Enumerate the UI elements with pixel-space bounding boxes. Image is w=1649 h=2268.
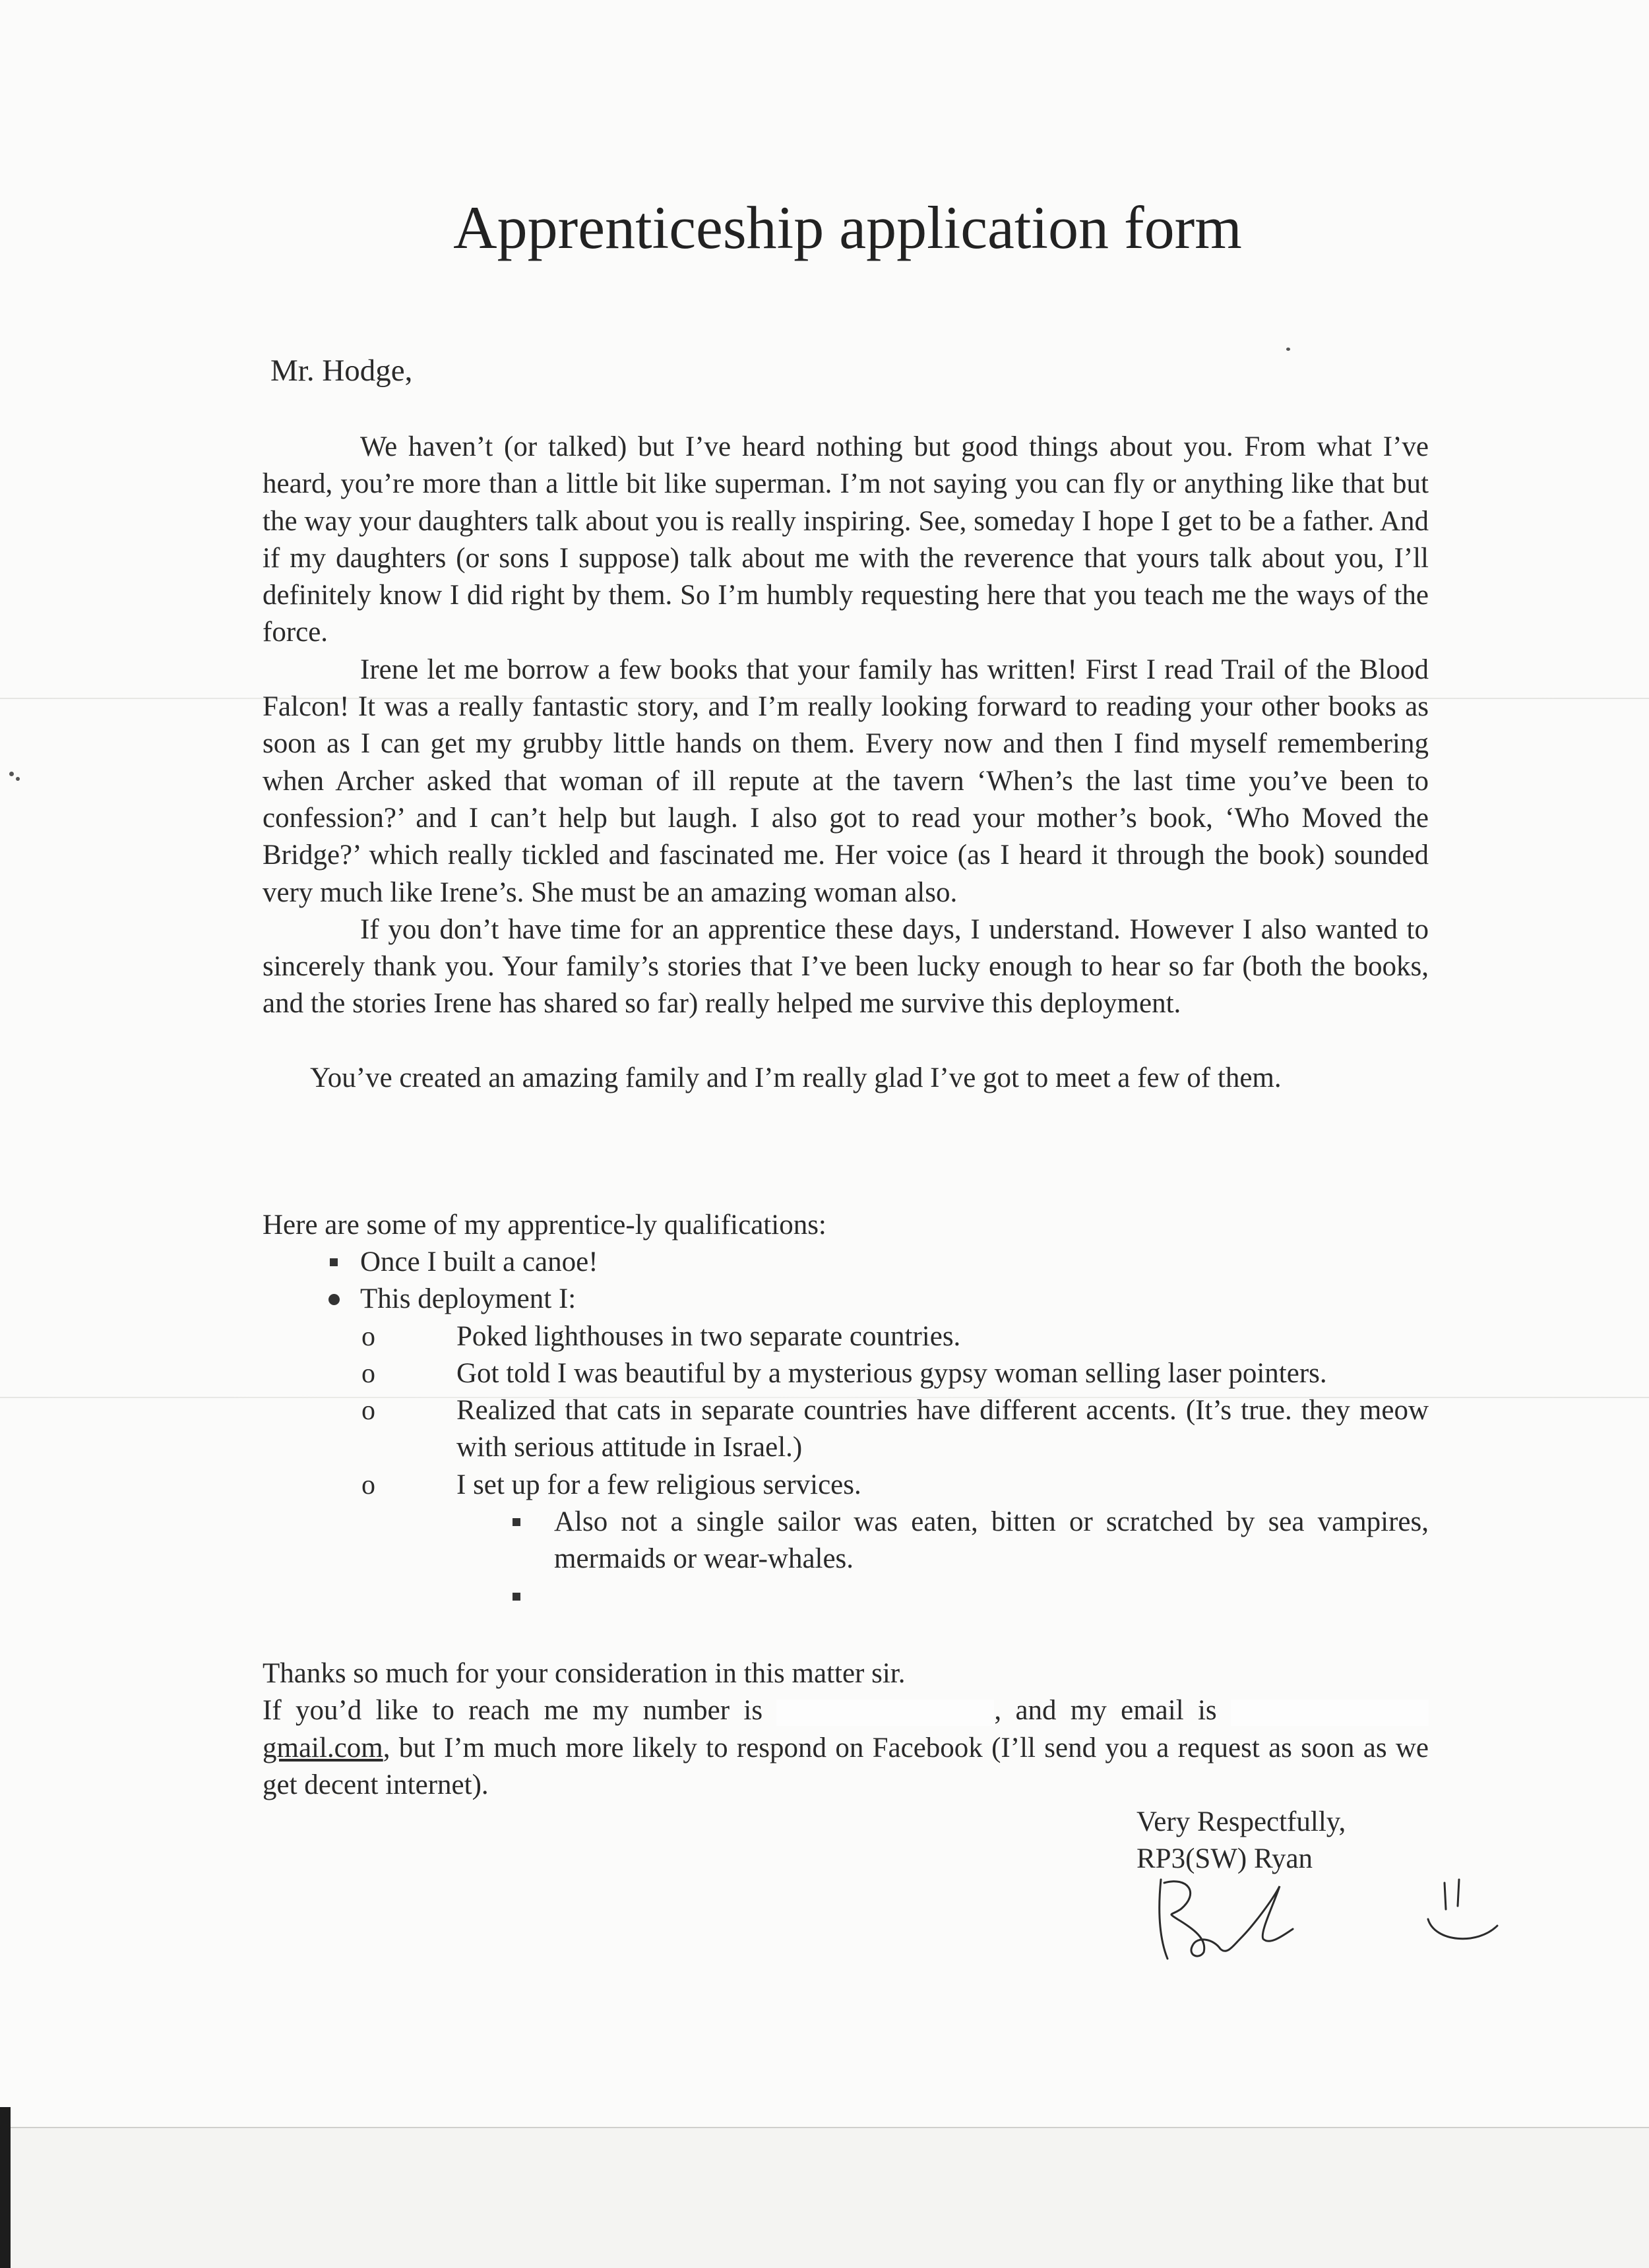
redacted-email-user — [1231, 1700, 1429, 1726]
list-item-text: This deployment I: — [360, 1283, 576, 1315]
square-bullet-icon — [513, 1518, 520, 1526]
smiley-doodle — [1418, 1873, 1510, 1952]
list-item-text: Once I built a canoe! — [360, 1246, 598, 1277]
closing-section — [263, 1655, 1429, 1804]
list-item-text: Poked lighthouses in two separate countries. — [456, 1320, 961, 1352]
square-bullet-icon — [330, 1258, 338, 1266]
list-item-text: I set up for a few religious services. — [456, 1469, 861, 1500]
thanks-line: Thanks so much for your consideration in this matter sir. — [263, 1658, 906, 1689]
letter-body — [263, 429, 1429, 1097]
list-item — [263, 1244, 1429, 1281]
list-item-text: Got told I was beautiful by a mysterious gypsy woman selling laser pointers. — [456, 1357, 1327, 1389]
list-item — [263, 1355, 1429, 1392]
paragraph: If you don’t have time for an apprentice these days, I understand. However I also wanted to sincerely thank you. Your family’s stories that I’ve been lucky enough to hear so far (both the books, and the stories Irene has shared so far) really helped me survive this deployment. — [263, 913, 1429, 1020]
redacted-phone-number — [776, 1700, 994, 1726]
signer-name: RP3(SW) Ryan — [1136, 1843, 1313, 1874]
paper-speck — [1286, 348, 1290, 351]
square-bullet-icon — [513, 1593, 520, 1601]
list-item — [456, 1578, 1429, 1615]
contact-text: If you’d like to reach me my number is — [263, 1695, 763, 1727]
circle-bullet-icon: o — [361, 1395, 375, 1426]
salutation: Mr. Hodge, — [270, 353, 413, 388]
scan-edge-shadow — [0, 2107, 11, 2268]
list-item-text: Realized that cats in separate countries have different accents. (It’s true. they meow with serious attitude in Israel.) — [456, 1395, 1429, 1463]
list-item — [456, 1504, 1429, 1578]
paragraph: We haven’t (or talked) but I’ve heard nothing but good things about you. From what I’ve heard, you’re more than a little bit like superman. I’m not saying you can fly or anything like that but the way your daughters talk about you is really inspiring. See, someday I hope I get to be a father. And if my daughters (or sons I suppose) talk about me with the reverence that yours talk about you, I’ll definitely know I did right by them. So I’m humbly requesting here that you teach me the ways of the force. — [263, 431, 1429, 648]
paragraph: Irene let me borrow a few books that your family has written! First I read Trail of the Blood Falcon! It was a really fantastic story, and I’m really looking forward to reading your other books as soon as I can get my grubby little hands on them. Every now and then I find myself remembering when Archer asked that woman of ill repute at the tavern ‘When’s the last time you’ve been to confession?’ and I can’t help but laugh. I also got to read your mother’s book, ‘Who Moved the Bridge?’ which really tickled and fascinated me. Her voice (as I heard it through the book) sounded very much like Irene’s. She must be an amazing woman also. — [263, 654, 1429, 908]
circle-bullet-icon: o — [361, 1358, 375, 1389]
paragraph: You’ve created an amazing family and I’m really glad I’ve got to meet a few of them. — [310, 1062, 1282, 1093]
round-bullet-icon — [328, 1294, 340, 1305]
circle-bullet-icon: o — [361, 1321, 375, 1352]
circle-bullet-icon: o — [361, 1469, 375, 1500]
qualifications-intro: Here are some of my apprentice-ly qualifications: — [263, 1210, 826, 1241]
contact-text: , but I’m much more likely to respond on Facebook (I’ll send you a request as soon as we get decent internet). — [263, 1732, 1429, 1800]
list-item — [263, 1467, 1429, 1615]
signoff: Very Respectfully, — [1136, 1806, 1346, 1837]
list-item — [263, 1392, 1429, 1467]
handwritten-signature — [1141, 1873, 1339, 1965]
qualifications-list — [263, 1244, 1429, 1615]
page-title: Apprenticeship application form — [453, 194, 1242, 261]
email-domain: gmail.com — [263, 1732, 383, 1763]
list-item — [263, 1318, 1429, 1355]
contact-paragraph — [263, 1692, 1429, 1804]
list-item-text: Also not a single sailor was eaten, bitten or scratched by sea vampires, mermaids or wear-whales. — [554, 1506, 1429, 1575]
contact-text: , and my email is — [994, 1695, 1217, 1727]
list-item — [263, 1281, 1429, 1614]
sub-list — [360, 1318, 1429, 1615]
paper-speck — [9, 772, 14, 776]
sub-sub-list — [456, 1504, 1429, 1615]
paper-speck — [16, 777, 20, 781]
